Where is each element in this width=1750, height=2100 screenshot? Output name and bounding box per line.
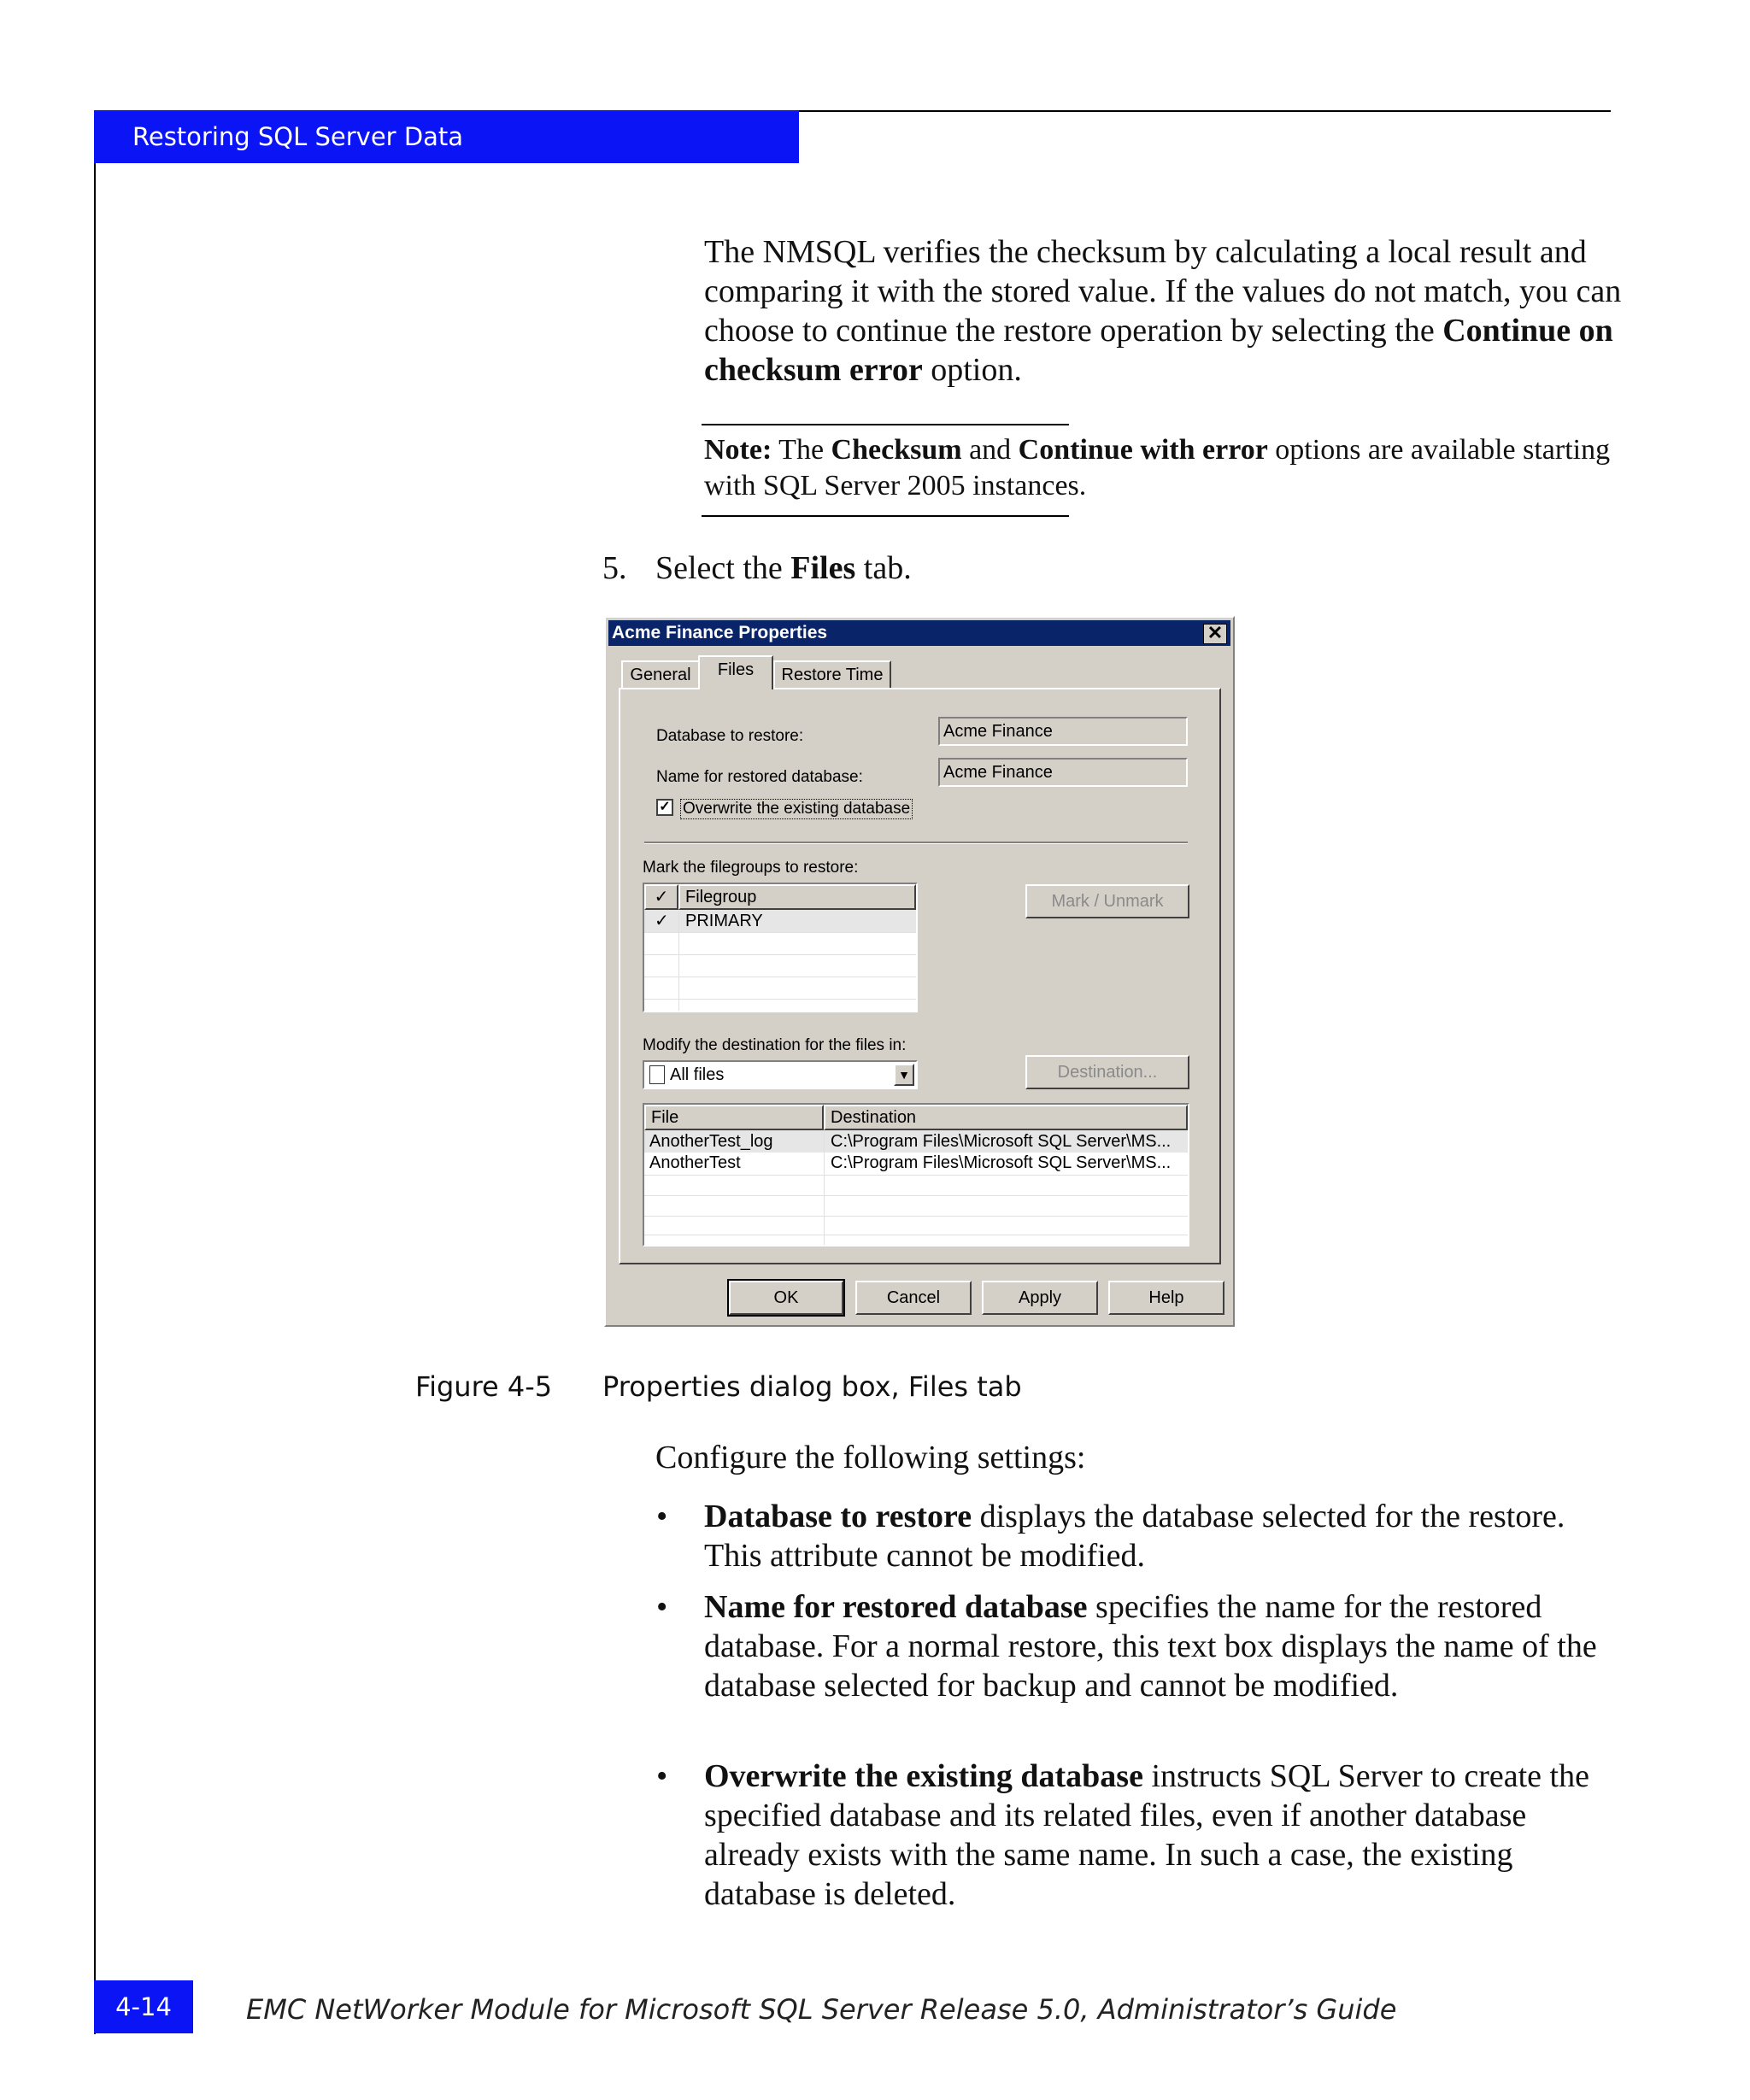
ok-button[interactable]: OK: [729, 1281, 843, 1315]
name-restored-field: Acme Finance: [938, 758, 1188, 787]
dialog-title: Acme Finance Properties: [612, 623, 828, 642]
filegroup-row-check[interactable]: ✓: [655, 912, 669, 930]
overwrite-label[interactable]: Overwrite the existing database: [680, 799, 913, 819]
left-margin-rule: [94, 163, 96, 2034]
filegroup-column-header[interactable]: Filegroup: [678, 884, 916, 910]
properties-dialog: [604, 616, 1235, 1327]
bullet-glyph: •: [656, 1758, 668, 1794]
page-number: 4-14: [94, 1980, 193, 2033]
step-text-end: tab.: [855, 550, 912, 586]
close-icon[interactable]: ✕: [1203, 624, 1227, 644]
file-name: AnotherTest: [649, 1153, 741, 1172]
bullet-body: displays the database selected for the restore. This attribute cannot be modified.: [704, 1499, 1565, 1574]
cancel-button[interactable]: Cancel: [855, 1281, 972, 1315]
chevron-down-icon[interactable]: ▼: [894, 1064, 914, 1086]
note-block: [704, 432, 1627, 504]
header-rule: [799, 110, 1611, 112]
files-list[interactable]: [643, 1103, 1189, 1247]
note-label: Note:: [704, 434, 772, 466]
column-divider: [678, 910, 679, 1011]
tab-files[interactable]: Files: [698, 655, 773, 689]
bullet-glyph: •: [656, 1589, 668, 1625]
row-divider: [644, 1216, 1188, 1217]
check-column-header[interactable]: ✓: [644, 884, 678, 910]
bullet-body: specifies the name for the restored database. For a normal restore, this text box displays the name of the database selected for backup and cannot be modified.: [704, 1589, 1597, 1704]
bullet-text: [704, 1497, 1627, 1575]
checksum-paragraph: [704, 232, 1627, 390]
separator: [644, 842, 1188, 844]
destination-button[interactable]: Destination...: [1025, 1055, 1189, 1089]
bullet-glyph: •: [656, 1499, 668, 1534]
figure-number: Figure 4-5: [415, 1370, 553, 1403]
note-bold: Continue with error: [1018, 434, 1268, 466]
name-restored-label: Name for restored database:: [656, 768, 863, 786]
mark-unmark-button[interactable]: Mark / Unmark: [1025, 884, 1189, 918]
overwrite-checkbox[interactable]: ✓: [656, 799, 673, 816]
row-divider: [644, 1195, 1188, 1196]
tab-restore-time[interactable]: Restore Time: [773, 660, 891, 688]
note-text: and: [961, 434, 1019, 466]
bullet-bold: Database to restore: [704, 1499, 972, 1534]
bullet-text: [704, 1587, 1627, 1705]
bullet-body: instructs SQL Server to create the specified database and its related files, even if another database already exists with the same name. In such a case, the existing database is deleted.: [704, 1758, 1589, 1912]
figure-caption: Properties dialog box, Files tab: [602, 1370, 1022, 1403]
file-destination: C:\Program Files\Microsoft SQL Server\MS...: [831, 1153, 1172, 1172]
destination-column-header[interactable]: Destination: [824, 1105, 1188, 1130]
paragraph-text-end: option.: [922, 352, 1022, 388]
note-bold: Checksum: [831, 434, 962, 466]
paragraph-bold: Continue on checksum error: [704, 313, 1613, 388]
file-column-header[interactable]: File: [644, 1105, 824, 1130]
files-scope-select[interactable]: [643, 1060, 918, 1089]
row-divider: [644, 999, 916, 1000]
step-5: [602, 548, 912, 588]
modify-destination-label: Modify the destination for the files in:: [643, 1036, 907, 1054]
section-header: [94, 110, 799, 163]
filegroup-row-name: PRIMARY: [685, 912, 763, 930]
paragraph-text: The NMSQL verifies the checksum by calculating a local result and comparing it with the stored value. If the values do not match, you can choose to continue the restore operation by selecting the: [704, 234, 1622, 349]
row-divider: [644, 1175, 1188, 1176]
configure-intro: Configure the following settings:: [655, 1440, 1086, 1475]
row-divider: [644, 932, 916, 933]
filegroups-label: Mark the filegroups to restore:: [643, 859, 859, 877]
document-title: EMC NetWorker Module for Microsoft SQL Server Release 5.0, Administrator’s Guide: [246, 1993, 1397, 2026]
files-scope-value: All files: [670, 1065, 725, 1084]
bullet-bold: Overwrite the existing database: [704, 1758, 1143, 1794]
db-to-restore-label: Database to restore:: [656, 727, 804, 745]
db-to-restore-field: Acme Finance: [938, 717, 1188, 746]
files-tab-panel: [619, 688, 1221, 1264]
note-top-rule: [702, 424, 1069, 425]
column-divider: [824, 1130, 825, 1245]
filegroups-list[interactable]: [643, 883, 918, 1012]
file-name: AnotherTest_log: [649, 1132, 773, 1151]
bullet-bold: Name for restored database: [704, 1589, 1088, 1625]
apply-button[interactable]: Apply: [982, 1281, 1098, 1315]
note-bottom-rule: [702, 515, 1069, 517]
step-bold: Files: [790, 550, 856, 586]
file-icon: [649, 1065, 665, 1084]
step-number: 5.: [602, 550, 627, 586]
file-destination: C:\Program Files\Microsoft SQL Server\MS...: [831, 1132, 1172, 1151]
bullet-text: [704, 1757, 1627, 1914]
note-text: The: [772, 434, 831, 466]
row-divider: [644, 954, 916, 955]
section-title: Restoring SQL Server Data: [132, 122, 464, 151]
help-button[interactable]: Help: [1108, 1281, 1224, 1315]
note-text: options are available starting with SQL Server 2005 instances.: [704, 434, 1611, 502]
dialog-titlebar: [608, 620, 1230, 646]
tab-general[interactable]: General: [621, 660, 700, 688]
step-text: Select the: [655, 550, 791, 586]
